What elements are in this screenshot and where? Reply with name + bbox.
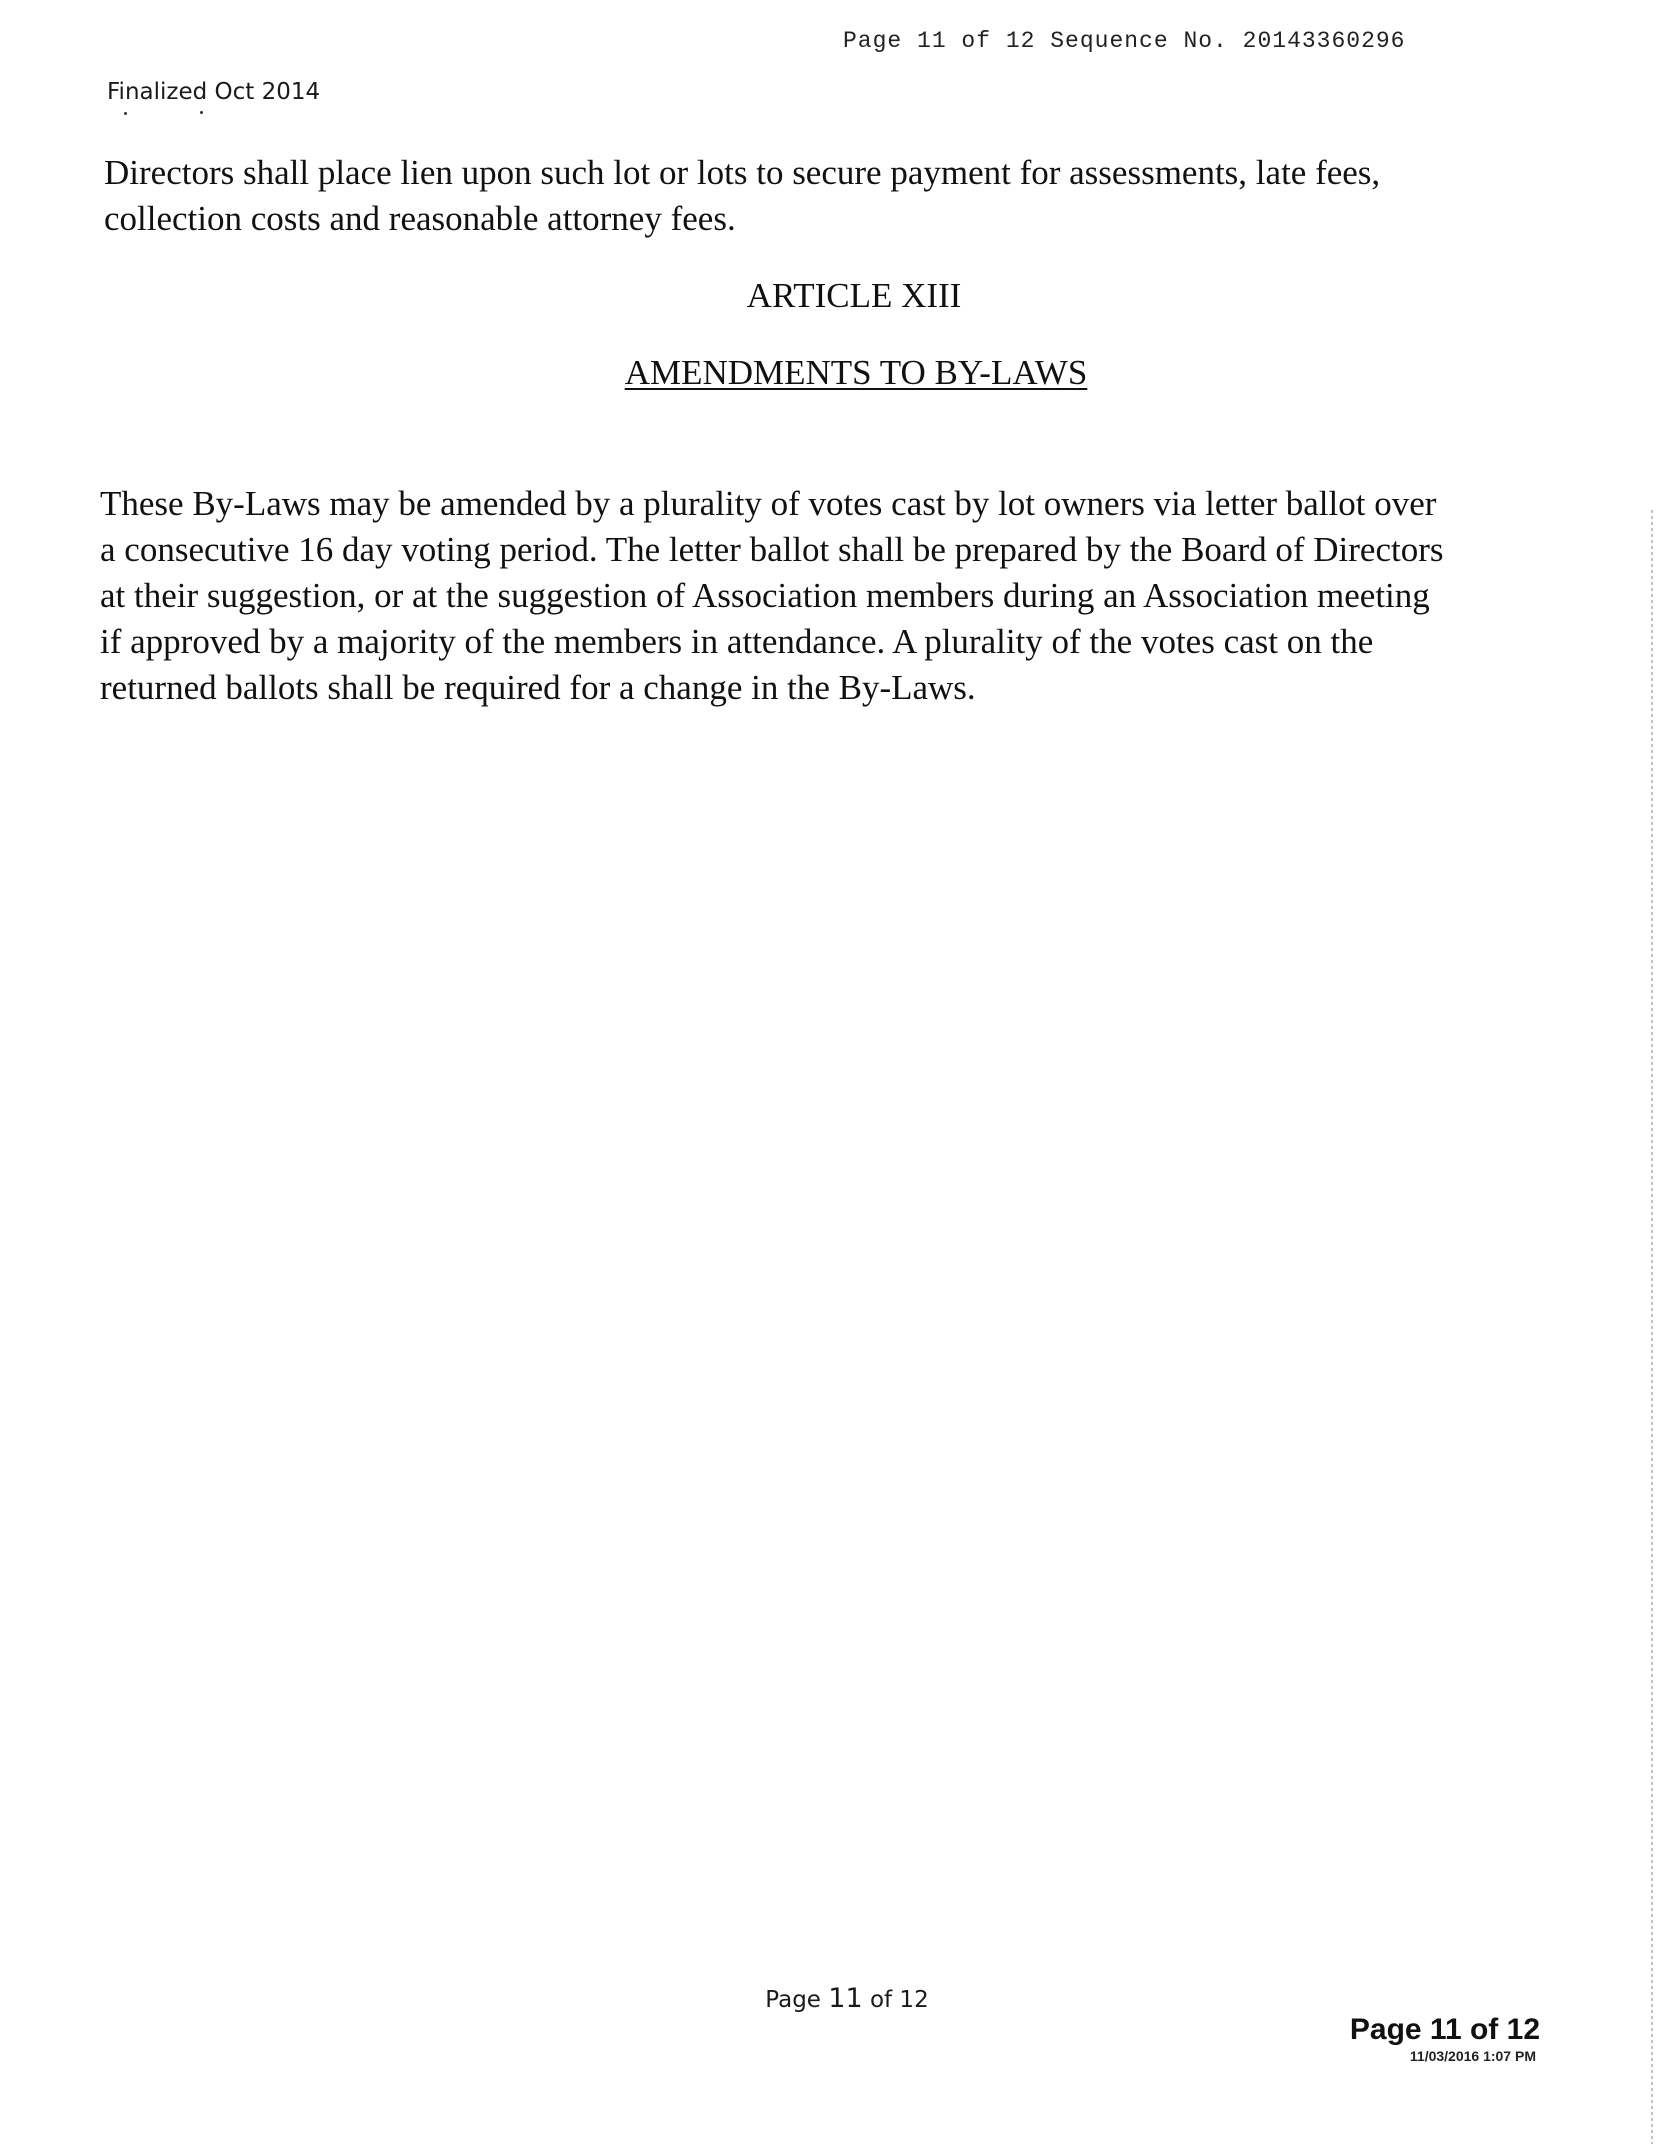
scan-speck — [124, 112, 127, 115]
stamp-page-count: Page 11 of 12 — [1349, 2013, 1540, 2046]
continuation-paragraph — [104, 150, 1444, 242]
text-line: at their suggestion, or at the suggestion of Association members during an Association meeting — [100, 576, 1430, 615]
text-line: These By-Laws may be amended by a plurality of votes cast by lot owners via letter ballot over — [100, 484, 1437, 523]
footer-suffix: of 12 — [862, 1987, 929, 2013]
text-line: returned ballots shall be required for a change in the By-Laws. — [100, 668, 976, 707]
text-line: a consecutive 16 day voting period. The letter ballot shall be prepared by the Board of Directors — [100, 530, 1444, 569]
footer-prefix: Page — [765, 1987, 829, 2013]
text-line: if approved by a majority of the members in attendance. A plurality of the votes cast on the — [100, 622, 1374, 661]
scan-edge-line — [1651, 510, 1653, 2144]
stamp-datetime: 11/03/2016 1:07 PM — [1409, 2048, 1536, 2064]
finalized-note: Finalized Oct 2014 — [107, 79, 321, 105]
amendments-paragraph — [100, 481, 1500, 711]
article-heading: ARTICLE XIII — [746, 276, 962, 315]
section-heading-text: AMENDMENTS TO BY-LAWS — [624, 353, 1088, 392]
footer-page-number: 11 — [828, 1983, 863, 2014]
scan-speck — [200, 111, 203, 114]
text-line: collection costs and reasonable attorney fees. — [104, 199, 736, 238]
sequence-header: Page 11 of 12 Sequence No. 20143360296 — [843, 28, 1406, 54]
section-heading — [0, 353, 1664, 393]
recording-stamp — [1300, 2013, 1540, 2065]
text-line: Directors shall place lien upon such lot or lots to secure payment for assessments, late fees, — [104, 153, 1381, 192]
page-footer — [0, 1983, 1664, 2014]
